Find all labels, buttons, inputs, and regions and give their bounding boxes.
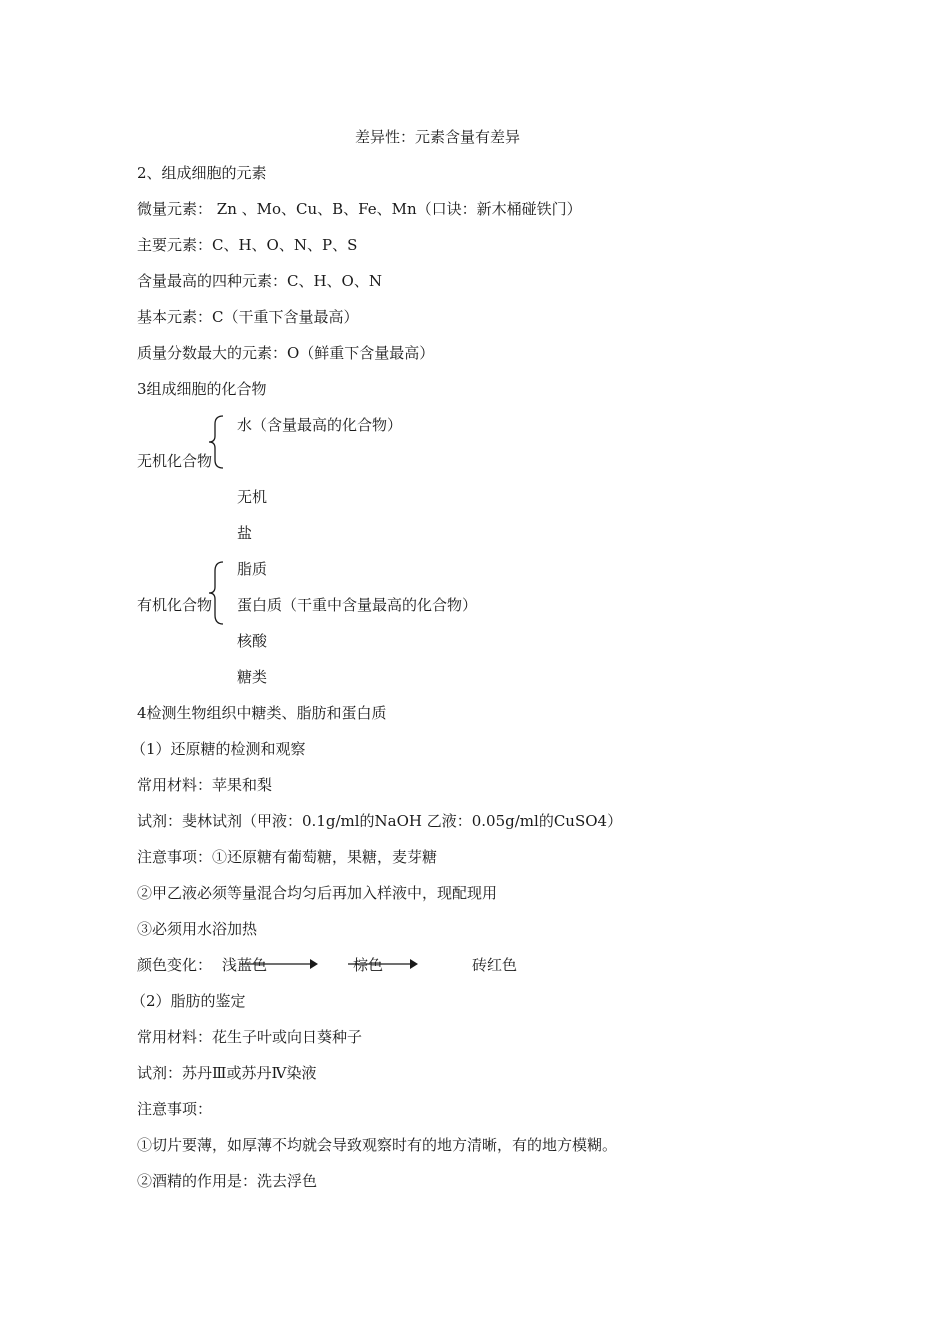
note-1-2-line: ②甲乙液必须等量混合均匀后再加入样液中，现配现用 [137,884,498,902]
notes-1-line: 注意事项：①还原糖有葡萄糖，果糖，麦芽糖 [137,848,438,866]
inorganic-item-water: 水（含量最高的化合物） [237,416,403,434]
section-4-heading: 4检测生物组织中糖类、脂肪和蛋白质 [137,704,387,722]
organic-compounds-label: 有机化合物 [137,596,213,614]
organic-item-nucleic-acid: 核酸 [237,632,268,650]
organic-item-lipid: 脂质 [237,560,268,578]
subsection-2-heading: （2）脂肪的鉴定 [131,992,246,1010]
organic-item-protein: 蛋白质（干重中含量最高的化合物） [237,596,478,614]
arrow-right-icon [240,957,320,971]
color-step-brown: 棕色 [353,956,384,974]
subsection-1-heading: （1）还原糖的检测和观察 [131,740,306,758]
note-2-2-line: ②酒精的作用是：洗去浮色 [137,1172,318,1190]
notes-2-line: 注意事项： [137,1100,213,1118]
page-title: 差异性：元素含量有差异 [354,128,520,146]
note-2-1-line: ①切片要薄，如厚薄不均就会导致观察时有的地方清晰，有的地方模糊。 [137,1136,618,1154]
inorganic-item-salt-1: 无机 [237,488,268,506]
color-change-label: 颜色变化： [137,956,213,974]
inorganic-item-salt-2: 盐 [237,524,253,542]
note-1-3-line: ③必须用水浴加热 [137,920,258,938]
reagent-2-line: 试剂：苏丹Ⅲ或苏丹Ⅳ染液 [137,1064,317,1082]
reagent-1-line: 试剂：斐林试剂（甲液：0.1g/ml的NaOH 乙液：0.05g/ml的CuSO4） [137,812,623,830]
top-four-elements-line: 含量最高的四种元素：C、H、O、N [137,272,382,290]
section-3-heading: 3组成细胞的化合物 [137,380,267,398]
major-elements-line: 主要元素：C、H、O、N、P、S [137,236,358,254]
organic-item-sugar: 糖类 [237,668,268,686]
trace-elements-line: 微量元素： Zn 、Mo、Cu、B、Fe、Mn（口诀：新木桶碰铁门） [137,200,582,218]
material-2-line: 常用材料：花生子叶或向日葵种子 [137,1028,363,1046]
material-1-line: 常用材料：苹果和梨 [137,776,273,794]
organic-brace-icon [205,560,227,626]
color-step-light-blue: 浅蓝色 [222,956,268,974]
arrow-right-icon [348,957,420,971]
basic-element-line: 基本元素：C（干重下含量最高） [137,308,359,326]
mass-fraction-line: 质量分数最大的元素：O（鲜重下含量最高） [137,344,435,362]
section-2-heading: 2、组成细胞的元素 [137,164,267,182]
color-step-brick-red: 砖红色 [472,956,518,974]
inorganic-compounds-label: 无机化合物 [137,452,213,470]
